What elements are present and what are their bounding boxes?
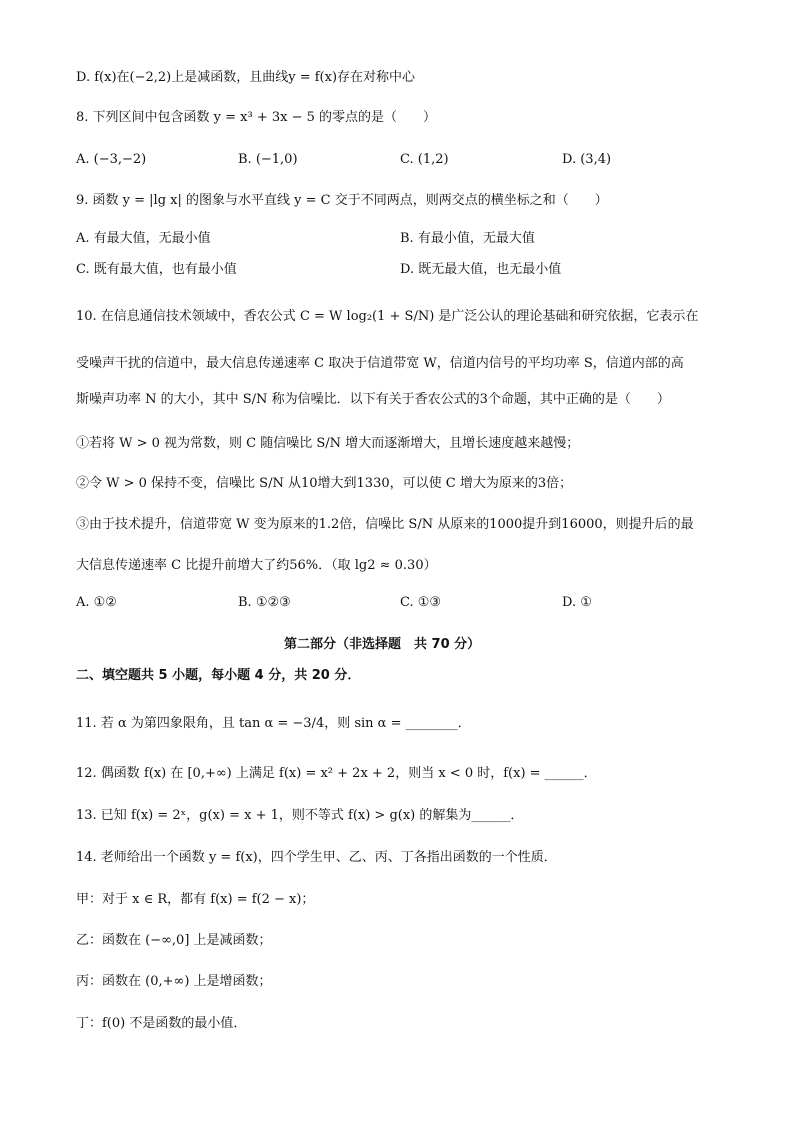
q8-option-d: D. (3,4) [562,152,612,167]
q9-option-c: C. 既有最大值，也有最小值 [76,262,237,277]
q9-stem: 9. 函数 y = |lg x| 的图象与水平直线 y = C 交于不同两点，则两交点的横坐标之和（ ） [76,193,608,208]
q8-option-c: C. (1,2) [400,152,449,167]
q13: 13. 已知 f(x) = 2ˣ，g(x) = x + 1，则不等式 f(x) > g(x) 的解集为______． [76,808,524,823]
q10-statement-3b: 大信息传递速率 C 比提升前增大了约56%．（取 lg2 ≈ 0.30） [76,558,437,573]
q8-option-b: B. (−1,0) [238,152,298,167]
q14-property-jia: 甲：对于 x ∈ R，都有 f(x) = f(2 − x)； [76,892,315,907]
q14-property-yi: 乙：函数在 (−∞,0] 上是减函数； [76,933,272,948]
section-two-heading: 二、填空题共 5 小题，每小题 4 分，共 20 分． [76,668,361,683]
q10-line-2: 受噪声干扰的信道中，最大信息传递速率 C 取决于信道带宽 W，信道内信号的平均功率 S，信道内部的高 [76,356,684,371]
q10-option-a: A. ①② [76,595,117,610]
q11: 11. 若 α 为第四象限角，且 tan α = −3/4，则 sin α = ________． [76,716,471,731]
q10-line-1: 10. 在信息通信技术领域中，香农公式 C = W log₂(1 + S/N) 是广泛公认的理论基础和研究依据，它表示在 [76,309,699,324]
q10-statement-3a: ③由于技术提升，信道带宽 W 变为原来的1.2倍，信噪比 S/N 从原来的1000提升到16000，则提升后的最 [76,517,694,532]
q10-statement-2: ②令 W > 0 保持不变，信噪比 S/N 从10增大到1330，可以使 C 增大为原来的3倍； [76,476,573,491]
q14-stem: 14. 老师给出一个函数 y = f(x)，四个学生甲、乙、丙、丁各指出函数的一个性质． [76,850,557,865]
q14-property-bing: 丙：函数在 (0,+∞) 上是增函数； [76,974,272,989]
q10-statement-1: ①若将 W > 0 视为常数，则 C 随信噪比 S/N 增大而逐渐增大，且增长速度越来越慢； [76,436,580,451]
q14-property-ding: 丁：f(0) 不是函数的最小值． [76,1016,247,1031]
q10-option-c: C. ①③ [400,595,442,610]
q8-stem: 8. 下列区间中包含函数 y = x³ + 3x − 5 的零点的是（ ） [76,110,437,125]
part-two-heading: 第二部分（非选择题 共 70 分） [284,637,481,652]
q9-option-b: B. 有最小值，无最大值 [400,231,535,246]
q12: 12. 偶函数 f(x) 在 [0,+∞) 上满足 f(x) = x² + 2x + 2，则当 x < 0 时，f(x) = ______． [76,766,597,781]
q10-option-b: B. ①②③ [238,595,291,610]
q9-option-a: A. 有最大值，无最小值 [76,231,211,246]
q8-option-a: A. (−3,−2) [76,152,147,167]
q10-option-d: D. ① [562,595,592,610]
q10-line-3: 斯噪声功率 N 的大小，其中 S/N 称为信噪比．以下有关于香农公式的3个命题，其中正确的是（ ） [76,392,670,407]
q9-option-d: D. 既无最大值，也无最小值 [400,262,562,277]
q7-option-d: D. f(x)在(−2,2)上是减函数，且曲线y = f(x)存在对称中心 [76,70,416,85]
